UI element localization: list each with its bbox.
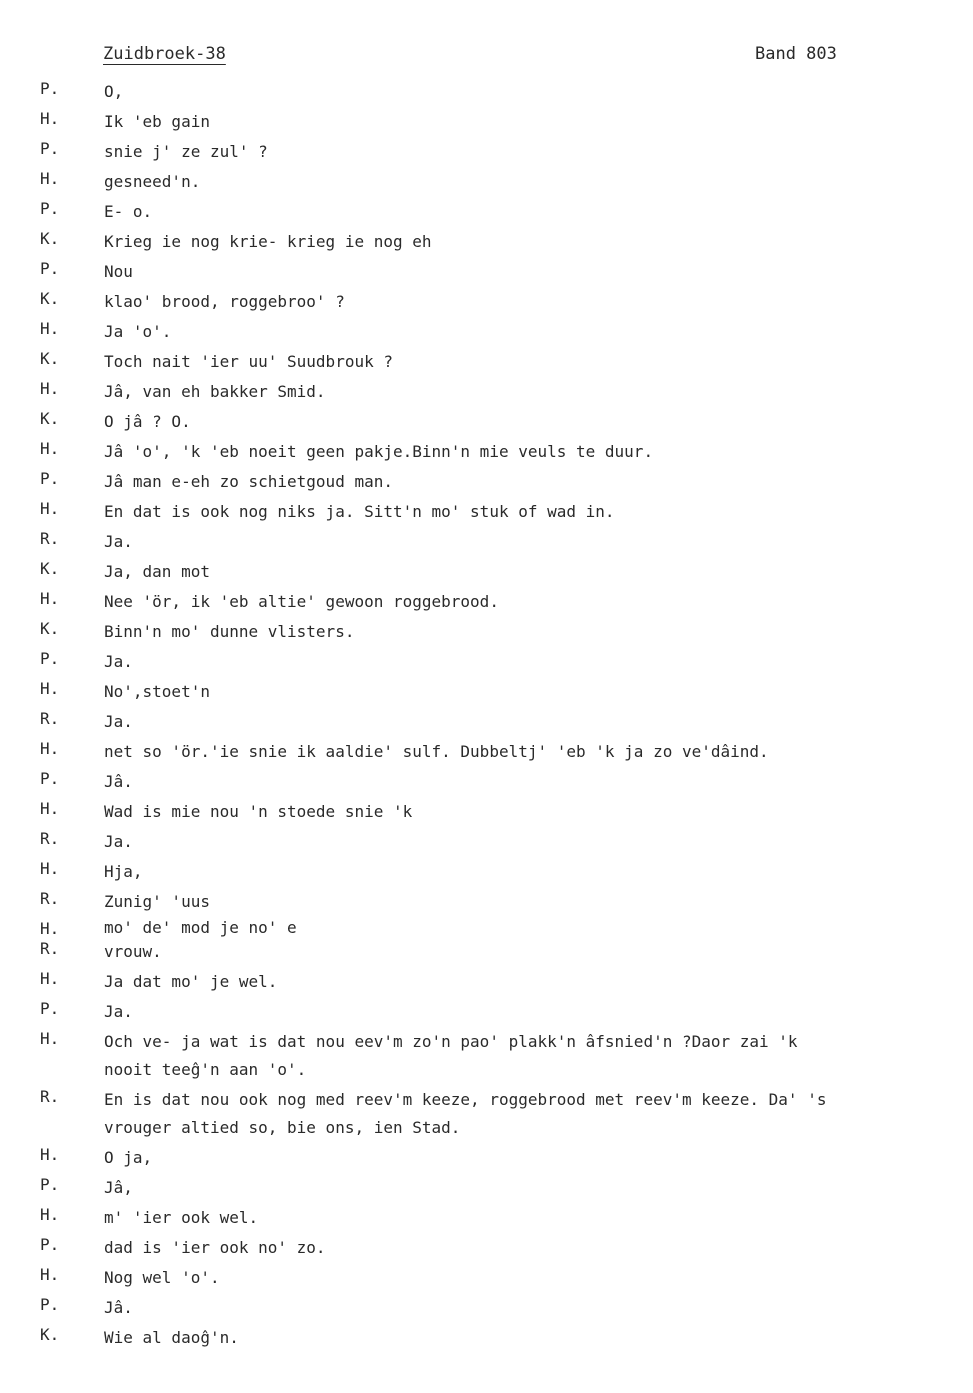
transcript-line — [0, 1294, 973, 1324]
utterance-text — [104, 108, 924, 136]
utterance-main: E- o. — [104, 202, 153, 221]
transcript-line — [0, 968, 973, 998]
utterance-main: Hja, — [104, 862, 143, 881]
speaker-label: K. — [40, 1325, 60, 1344]
transcript-lines — [0, 78, 973, 1354]
utterance-text — [104, 858, 924, 886]
speaker-label: H. — [40, 799, 60, 818]
utterance-text — [104, 1204, 924, 1232]
utterance-text — [104, 168, 924, 196]
transcript-line — [0, 998, 973, 1028]
speaker-label: K. — [40, 619, 60, 638]
utterance-main: O, — [104, 82, 124, 101]
utterance-main: Ja. — [104, 1002, 133, 1021]
transcript-line — [0, 888, 973, 918]
utterance-text — [104, 918, 924, 938]
transcript-line — [0, 108, 973, 138]
location-header: Zuidbroek-38 — [103, 44, 226, 64]
utterance-main: klao' brood, roggebroo' ? — [104, 292, 345, 311]
utterance-text — [104, 318, 924, 346]
speaker-label: K. — [40, 349, 60, 368]
transcript-line — [0, 678, 973, 708]
utterance-text — [104, 498, 924, 526]
transcript-line — [0, 1144, 973, 1174]
utterance-text — [104, 968, 924, 996]
utterance-main: net so 'ör.'ie snie ik aaldie' sulf. Dubbeltj' 'eb 'k ja zo ve'dâind. — [104, 742, 769, 761]
speaker-label: K. — [40, 289, 60, 308]
speaker-label: P. — [40, 79, 60, 98]
transcript-line — [0, 498, 973, 528]
speaker-label: P. — [40, 259, 60, 278]
utterance-main: No',stoet'n — [104, 682, 210, 701]
transcript-line — [0, 528, 973, 558]
speaker-label: H. — [40, 1205, 60, 1224]
utterance-text — [104, 1294, 924, 1322]
transcript-line — [0, 408, 973, 438]
transcript-line — [0, 288, 973, 318]
utterance-text — [104, 1028, 924, 1084]
transcript-line — [0, 938, 973, 968]
utterance-main: Binn'n mo' dunne vlisters. — [104, 622, 355, 641]
transcript-line — [0, 588, 973, 618]
utterance-text — [104, 348, 924, 376]
utterance-main: O jâ ? O. — [104, 412, 191, 431]
transcript-line — [0, 168, 973, 198]
utterance-text — [104, 708, 924, 736]
speaker-label: P. — [40, 1295, 60, 1314]
transcript-line — [0, 708, 973, 738]
utterance-text — [104, 998, 924, 1026]
transcript-line — [0, 738, 973, 768]
speaker-label: H. — [40, 109, 60, 128]
speaker-label: H. — [40, 439, 60, 458]
speaker-label: H. — [40, 739, 60, 758]
transcript-line — [0, 918, 973, 938]
transcript-line — [0, 198, 973, 228]
utterance-main: m' 'ier ook wel. — [104, 1208, 259, 1227]
utterance-main: Nou — [104, 262, 133, 281]
transcript-line — [0, 1086, 973, 1144]
utterance-main: Ja. — [104, 832, 133, 851]
band-number: Band 803 — [755, 44, 837, 64]
utterance-text — [104, 528, 924, 556]
utterance-main: Ja dat mo' je wel. — [104, 972, 278, 991]
utterance-text — [104, 438, 924, 466]
utterance-main: Nog wel 'o'. — [104, 1268, 220, 1287]
utterance-continuation: vrouger altied so, bie ons, ien Stad. — [104, 1118, 461, 1137]
transcript-line — [0, 138, 973, 168]
utterance-text — [104, 408, 924, 436]
utterance-text — [104, 938, 924, 966]
utterance-main: gesneed'n. — [104, 172, 201, 191]
speaker-label: P. — [40, 139, 60, 158]
transcript-line — [0, 1264, 973, 1294]
speaker-label: H. — [40, 499, 60, 518]
transcript-line — [0, 828, 973, 858]
speaker-label: P. — [40, 1235, 60, 1254]
speaker-label: R. — [40, 529, 60, 548]
utterance-main: Toch nait 'ier uu' Suudbrouk ? — [104, 352, 393, 371]
utterance-text — [104, 258, 924, 286]
utterance-text — [104, 618, 924, 646]
utterance-text — [104, 1234, 924, 1262]
utterance-text — [104, 888, 924, 916]
speaker-label: H. — [40, 379, 60, 398]
utterance-text — [104, 1144, 924, 1172]
utterance-main: Ik 'eb gain — [104, 112, 210, 131]
transcript-line — [0, 318, 973, 348]
utterance-text — [104, 738, 924, 766]
speaker-label: P. — [40, 199, 60, 218]
utterance-text — [104, 138, 924, 166]
utterance-main: Jâ, — [104, 1178, 133, 1197]
utterance-text — [104, 468, 924, 496]
utterance-text — [104, 648, 924, 676]
transcript-line — [0, 648, 973, 678]
speaker-label: R. — [40, 889, 60, 908]
utterance-main: O ja, — [104, 1148, 153, 1167]
transcript-line — [0, 348, 973, 378]
speaker-label: P. — [40, 469, 60, 488]
speaker-label: H. — [40, 319, 60, 338]
utterance-main: Ja, dan mot — [104, 562, 210, 581]
transcript-line — [0, 768, 973, 798]
utterance-continuation: nooit teeĝ'n aan 'o'. — [104, 1060, 307, 1079]
utterance-main: Jâ man e-eh zo schietgoud man. — [104, 472, 393, 491]
speaker-label: H. — [40, 1265, 60, 1284]
utterance-text — [104, 78, 924, 106]
utterance-main: Zunig' 'uus — [104, 892, 210, 911]
transcript-line — [0, 1028, 973, 1086]
utterance-main: Nee 'ör, ik 'eb altie' gewoon roggebrood. — [104, 592, 499, 611]
speaker-label: H. — [40, 859, 60, 878]
speaker-label: P. — [40, 999, 60, 1018]
utterance-main: vrouw. — [104, 942, 162, 961]
utterance-main: mo' de' mod je no' e — [104, 918, 297, 937]
utterance-text — [104, 228, 924, 256]
utterance-main: Krieg ie nog krie- krieg ie nog eh — [104, 232, 432, 251]
utterance-main: En dat is ook nog niks ja. Sitt'n mo' stuk of wad in. — [104, 502, 615, 521]
transcript-line — [0, 1204, 973, 1234]
utterance-text — [104, 1174, 924, 1202]
utterance-main: Jâ. — [104, 772, 133, 791]
speaker-label: K. — [40, 559, 60, 578]
transcript-line — [0, 1174, 973, 1204]
speaker-label: R. — [40, 709, 60, 728]
speaker-label: P. — [40, 1175, 60, 1194]
utterance-main: Ja. — [104, 712, 133, 731]
utterance-main: Ja. — [104, 652, 133, 671]
transcript-line — [0, 438, 973, 468]
transcript-line — [0, 858, 973, 888]
utterance-text — [104, 378, 924, 406]
utterance-text — [104, 768, 924, 796]
transcript-line — [0, 558, 973, 588]
speaker-label: R. — [40, 939, 60, 958]
speaker-label: P. — [40, 649, 60, 668]
utterance-main: Jâ 'o', 'k 'eb noeit geen pakje.Binn'n mie veuls te duur. — [104, 442, 654, 461]
speaker-label: H. — [40, 589, 60, 608]
utterance-main: snie j' ze zul' ? — [104, 142, 268, 161]
utterance-main: Wad is mie nou 'n stoede snie 'k — [104, 802, 413, 821]
speaker-label: R. — [40, 1087, 60, 1106]
utterance-text — [104, 1264, 924, 1292]
utterance-text — [104, 1324, 924, 1352]
transcript-line — [0, 228, 973, 258]
transcript-line — [0, 798, 973, 828]
utterance-main: Wie al daoĝ'n. — [104, 1328, 239, 1347]
transcript-line — [0, 78, 973, 108]
speaker-label: K. — [40, 229, 60, 248]
utterance-main: Ja 'o'. — [104, 322, 172, 341]
transcript-line — [0, 618, 973, 648]
utterance-text — [104, 558, 924, 586]
speaker-label: H. — [40, 679, 60, 698]
utterance-main: dad is 'ier ook no' zo. — [104, 1238, 326, 1257]
speaker-label: H. — [40, 1029, 60, 1048]
utterance-main: Ja. — [104, 532, 133, 551]
utterance-text — [104, 198, 924, 226]
speaker-label: H. — [40, 1145, 60, 1164]
utterance-text — [104, 288, 924, 316]
utterance-main: Jâ. — [104, 1298, 133, 1317]
utterance-text — [104, 678, 924, 706]
utterance-text — [104, 798, 924, 826]
transcript-line — [0, 258, 973, 288]
transcript-line — [0, 378, 973, 408]
speaker-label: H. — [40, 969, 60, 988]
speaker-label: P. — [40, 769, 60, 788]
utterance-main: En is dat nou ook nog med reev'm keeze, roggebrood met reev'm keeze. Da' 's — [104, 1090, 827, 1109]
speaker-label: K. — [40, 409, 60, 428]
utterance-text — [104, 828, 924, 856]
utterance-main: Och ve- ja wat is dat nou eev'm zo'n pao' plakk'n âfsnied'n ?Daor zai 'k — [104, 1032, 798, 1051]
transcript-line — [0, 1234, 973, 1264]
speaker-label: H. — [40, 919, 60, 938]
transcript-line — [0, 1324, 973, 1354]
transcript-line — [0, 468, 973, 498]
utterance-text — [104, 588, 924, 616]
utterance-main: Jâ, van eh bakker Smid. — [104, 382, 326, 401]
utterance-text — [104, 1086, 924, 1142]
speaker-label: H. — [40, 169, 60, 188]
speaker-label: R. — [40, 829, 60, 848]
